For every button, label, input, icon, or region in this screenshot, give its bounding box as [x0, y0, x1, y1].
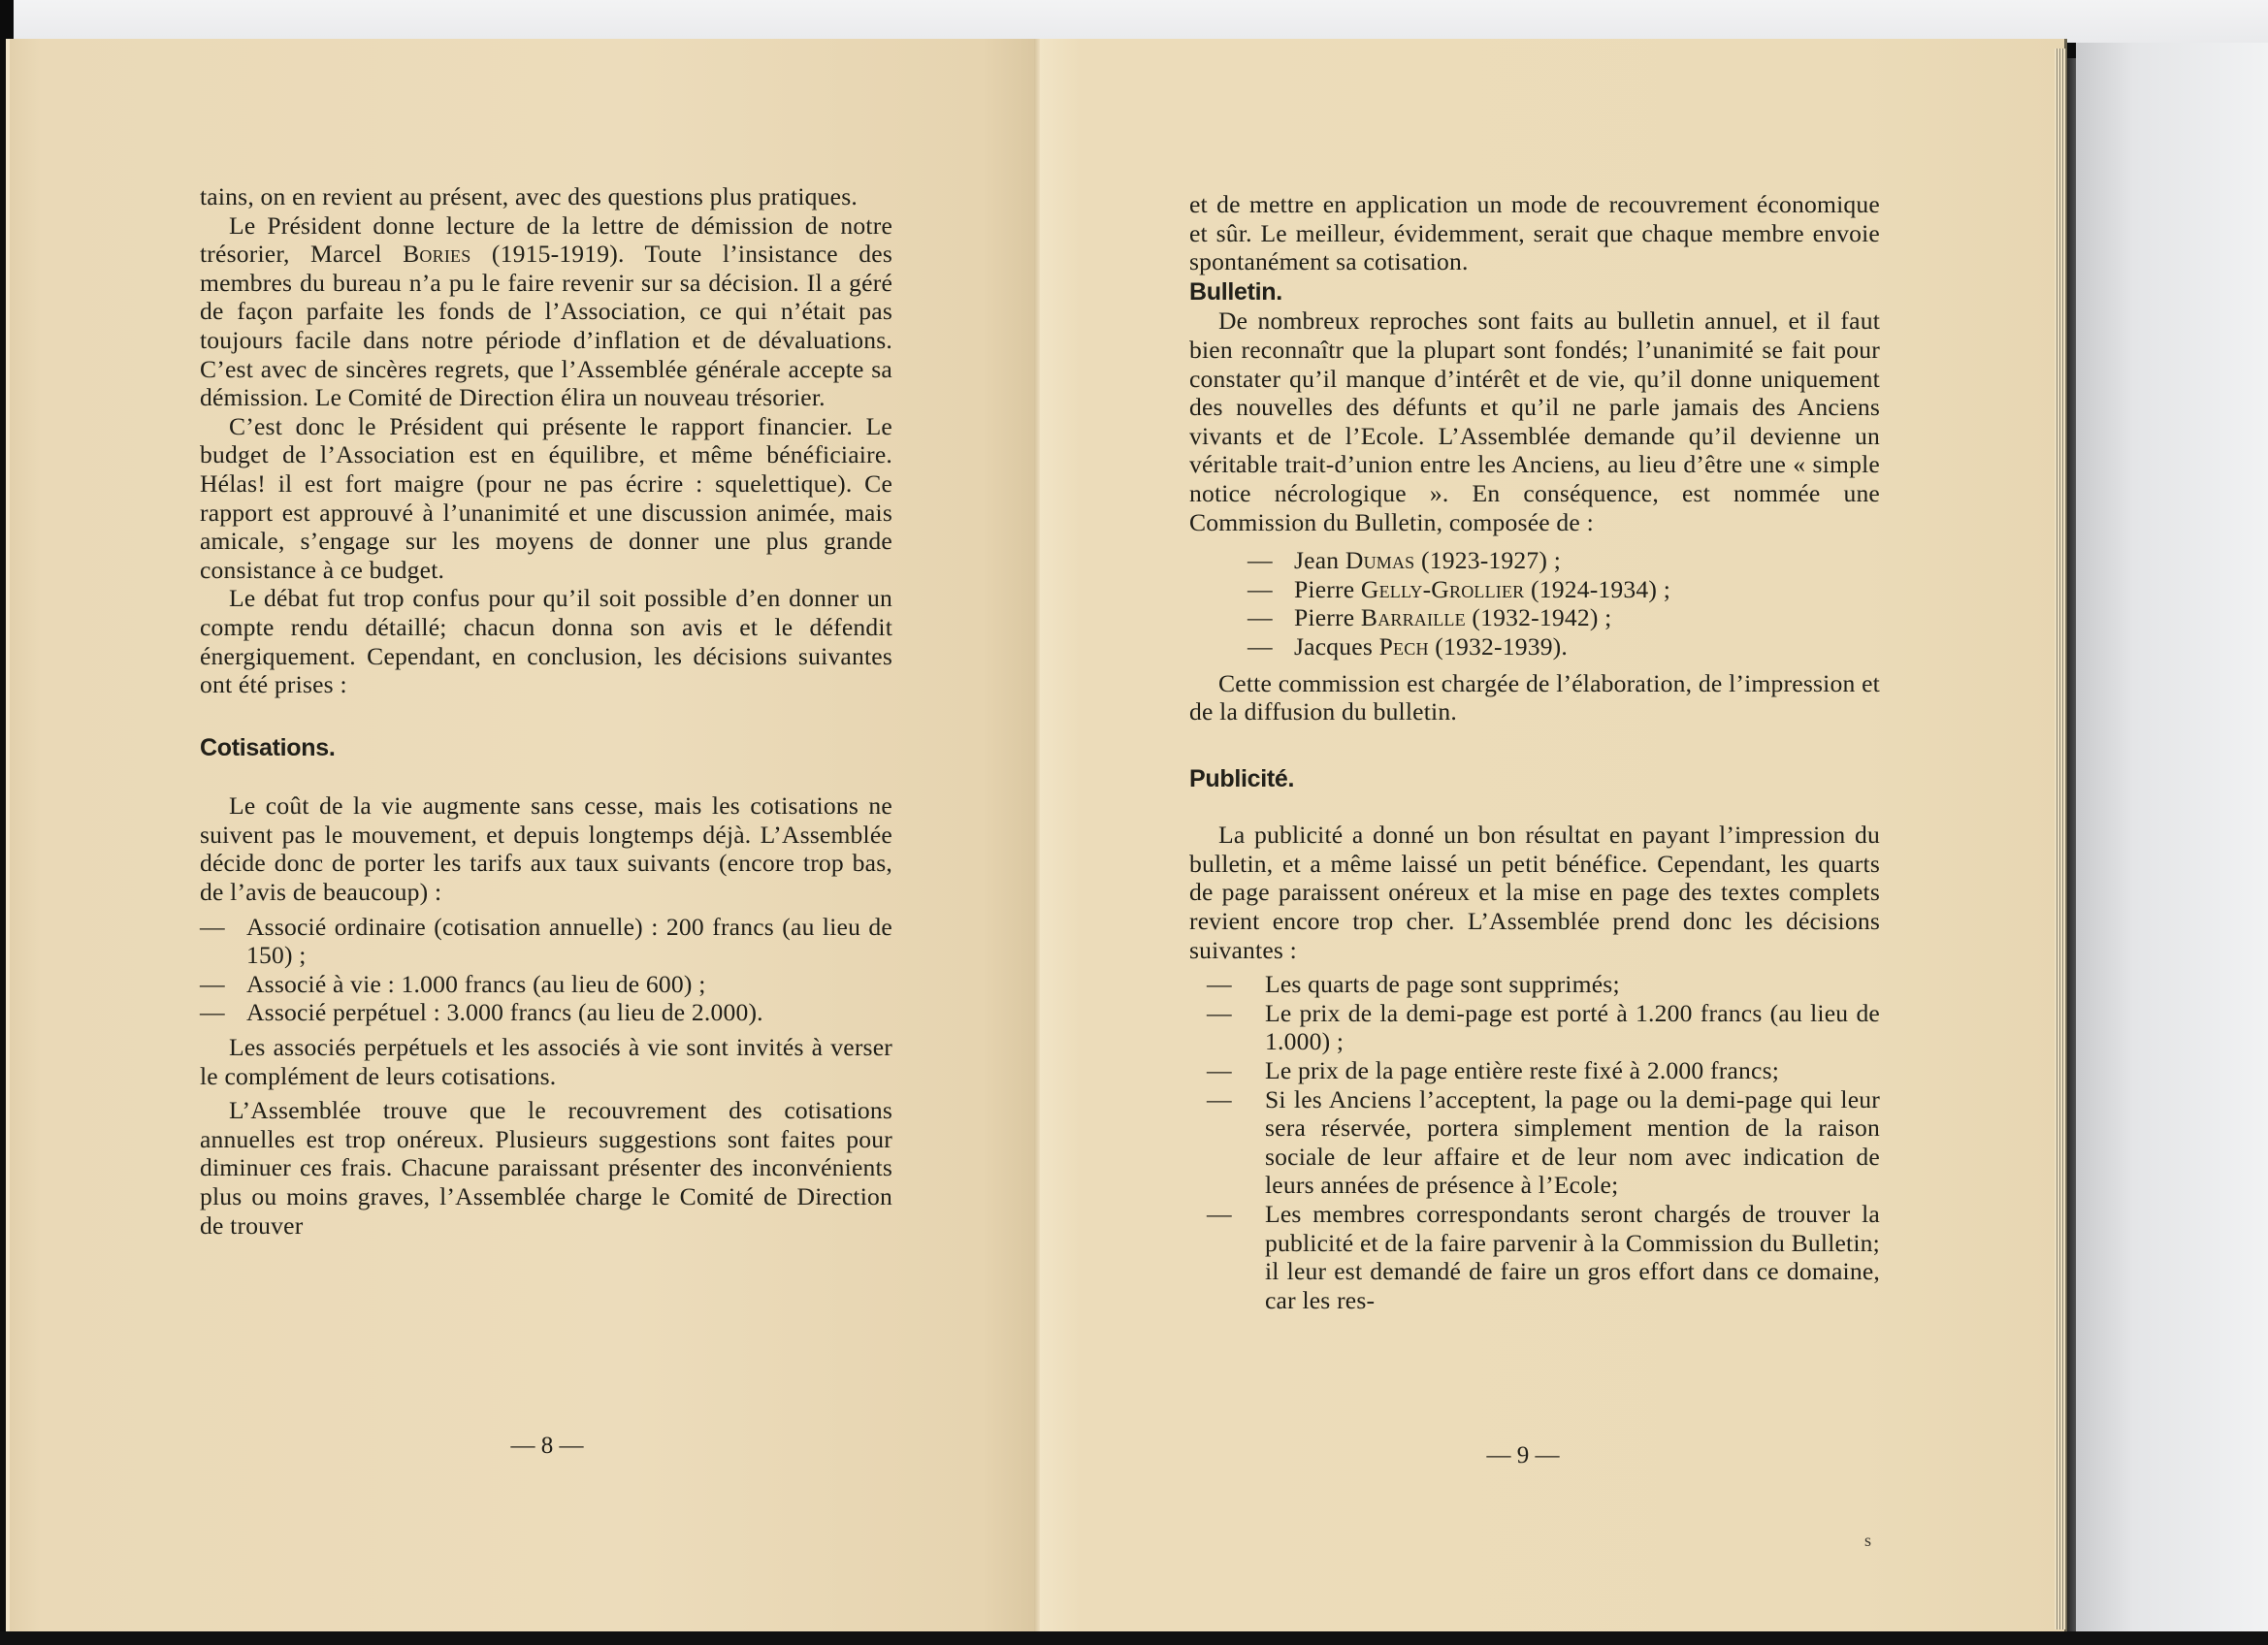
list-item: [200, 913, 892, 970]
first-name: Pierre: [1294, 603, 1355, 632]
person-name: Bories: [403, 240, 471, 269]
years: (1932-1942) ;: [1472, 603, 1612, 632]
last-name: Dumas: [1345, 546, 1415, 575]
text-run: (1915-1919). Toute l’insistance des membres du bureau n’a pu le faire revenir sur sa décision. Il a géré de façon parfaite les fonds de l’Association, ce qui n’était pas toujours facile dans notre période d’inflation et de dévaluations. C’est avec de sincères regrets, que l’Assemblée générale accepte sa démission. Le Comité de Direction élira un nouveau trésorier.: [200, 240, 892, 412]
paragraph-commission: Cette commission est chargée de l’élaboration, de l’impression et de la diffusion du bulletin.: [1189, 668, 1880, 726]
list-item-text: Les quarts de page sont supprimés;: [1265, 970, 1620, 999]
list-item-text: Si les Anciens l’acceptent, la page ou la demi-page qui leur sera réservée, portera simplement mention de la raison sociale de leur affaire et de leur nom avec indication de leurs années de présence à l’Ecole;: [1265, 1084, 1880, 1200]
paragraph-publicite: La publicité a donné un bon résultat en payant l’impression du bulletin, et a même laissé un petit bénéfice. Cependant, les quarts de page paraissent onéreux et la mise en page des textes complets revient encore trop cher. L’Assemblée prend donc les décisions suivantes :: [1189, 821, 1880, 964]
paragraph-reproches: De nombreux reproches sont faits au bulletin annuel, et il faut bien reconnaîtr que la plupart sont fondés; l’unanimité se fait pour constater qu’il manque d’intérêt et de vie, qu’il donne uniquement des nouvelles des défunts et qu’il ne parle jamais des Anciens vivants et de l’Ecole. L’Assemblée demande qu’il devienne un véritable trait-d’union entre les Anciens, au lieu d’être une « simple notice nécrologique ». En conséquence, est nommée une Commission du Bulletin, composée de :: [1189, 306, 1880, 536]
dash-marker: —: [1207, 1056, 1232, 1085]
list-item-text: Associé perpétuel : 3.000 francs (au lieu de 2.000).: [246, 998, 763, 1027]
paragraph-president: [200, 211, 892, 412]
list-item: [1189, 1085, 1880, 1200]
list-item: [1247, 603, 1880, 632]
paragraph-debat: Le débat fut trop confus pour qu’il soit possible d’en donner un compte rendu détaillé; chacun donna son avis et le défendit énergiquement. Cependant, en conclusion, les décisions suivantes ont été prises :: [200, 584, 892, 699]
dash-marker: —: [1207, 1084, 1232, 1113]
paragraph-intro: tains, on en revient au présent, avec des questions plus pratiques.: [200, 182, 858, 210]
list-item: [200, 998, 892, 1027]
years: (1932-1939).: [1435, 631, 1569, 661]
right-page: [1040, 39, 2067, 1631]
dash-marker: —: [1207, 998, 1232, 1027]
section-heading-bulletin: Bulletin.: [1189, 277, 1282, 306]
dash-marker: —: [200, 969, 225, 998]
scanner-bed-bottom: [0, 1631, 2268, 1645]
list-item-text: Le prix de la page entière reste fixé à 2.000 francs;: [1265, 1056, 1780, 1085]
signature-mark: s: [1864, 1531, 1872, 1550]
stacked-page-edges: [2055, 48, 2066, 1629]
paragraph-cout: Le coût de la vie augmente sans cesse, mais les cotisations ne suivent pas le mouvement, et depuis longtemps déjà. L’Assemblée décide donc de porter les tarifs aux taux suivants (encore trop bas, de l’avis de beaucoup) :: [200, 791, 892, 907]
decisions-list: [1189, 970, 1880, 1314]
dash-marker: —: [1207, 1200, 1232, 1228]
left-page-text: [200, 182, 892, 1240]
commission-members-list: [1247, 546, 1880, 661]
list-item-text: Le prix de la demi-page est porté à 1.200 francs (au lieu de 1.000) ;: [1265, 998, 1880, 1056]
dash-marker: —: [200, 912, 225, 941]
list-item: [1189, 1200, 1880, 1314]
page-number: — 9 —: [1486, 1442, 1560, 1468]
paragraph-invites: Les associés perpétuels et les associés à vie sont invités à verser le complément de leurs cotisations.: [200, 1033, 892, 1090]
list-item: [1189, 970, 1880, 999]
dash-marker: —: [1247, 546, 1273, 575]
first-name: Jean: [1294, 546, 1340, 575]
years: (1923-1927) ;: [1421, 546, 1562, 575]
tarifs-list: [200, 913, 892, 1027]
paragraph-recouvrement: L’Assemblée trouve que le recouvrement des cotisations annuelles est trop onéreux. Plusieurs suggestions sont faites pour diminuer ces frais. Chacune paraissant présenter des inconvénients plus ou moins graves, l’Assemblée charge le Comité de Direction de trouver: [200, 1096, 892, 1240]
section-heading-cotisations: Cotisations.: [200, 733, 336, 761]
years: (1924-1934) ;: [1531, 574, 1671, 603]
list-item: [1189, 999, 1880, 1056]
dash-marker: —: [1247, 631, 1273, 661]
last-name: Barraille: [1360, 603, 1466, 632]
list-item-text: Associé à vie : 1.000 francs (au lieu de 600) ;: [246, 969, 706, 998]
first-name: Pierre: [1294, 574, 1355, 603]
paragraph-continuation: et de mettre en application un mode de recouvrement économique et sûr. Le meilleur, évidemment, serait que chaque membre envoie spontanément sa cotisation.: [1189, 190, 1880, 276]
scanner-bed-right: [2076, 43, 2268, 1633]
list-item-text: Associé ordinaire (cotisation annuelle) : 200 francs (au lieu de 150) ;: [246, 912, 892, 970]
page-number: — 8 —: [510, 1433, 584, 1459]
dash-marker: —: [1247, 574, 1273, 603]
list-item: [200, 970, 892, 999]
first-name: Jacques: [1294, 631, 1373, 661]
scanner-bed-top: [14, 0, 2268, 43]
dash-marker: —: [200, 998, 225, 1027]
list-item-text: Les membres correspondants seront chargés de trouver la publicité et de la faire parvenir à la Commission du Bulletin; il leur est demandé de faire un gros effort dans ce domaine, car les res-: [1265, 1200, 1880, 1314]
dash-marker: —: [1207, 970, 1232, 999]
paragraph-rapport: C’est donc le Président qui présente le rapport financier. Le budget de l’Association est en équilibre, et même bénéficiaire. Hélas! il est fort maigre (pour ne pas écrire : squelettique). Ce rapport est approuvé à l’unanimité et une discussion animée, mais amicale, s’engage sur les moyens de donner une plus grande consistance à ce budget.: [200, 411, 892, 584]
list-item: [1247, 632, 1880, 661]
list-item: [1247, 546, 1880, 575]
list-item: [1189, 1056, 1880, 1085]
right-page-text: [1189, 190, 1880, 1314]
last-name: Pech: [1378, 631, 1429, 661]
text-run: Le Président donne lecture de la lettre de démission de notre trésorier, Marcel: [200, 210, 892, 269]
section-heading-publicite: Publicité.: [1189, 764, 1295, 792]
left-page: [6, 39, 1044, 1631]
last-name: Gelly-Grollier: [1360, 574, 1525, 603]
dash-marker: —: [1247, 603, 1273, 632]
list-item: [1247, 575, 1880, 604]
